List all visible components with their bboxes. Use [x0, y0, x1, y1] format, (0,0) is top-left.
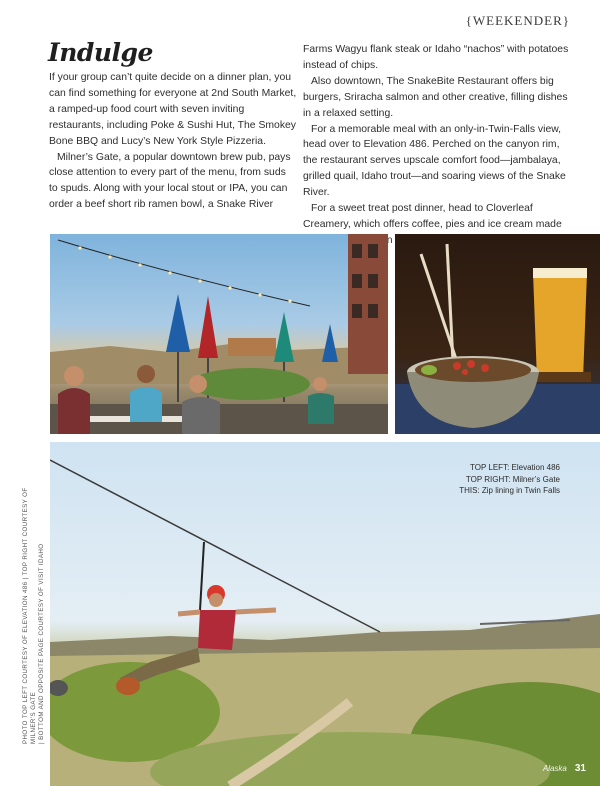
patio-illustration [50, 234, 388, 434]
paragraph: Farms Wagyu flank steak or Idaho “nachos” with potatoes instead of chips. [303, 44, 569, 71]
paragraph: For a memorable meal with an only-in-Twin-Falls view, head over to Elevation 486. Perched on the canyon rim, the restaurant serves upscale comfort food—jambalaya, grilled quail, Idaho trout—and soaring views of the Snake River. [303, 123, 566, 199]
caption-top-right: TOP RIGHT: Milner’s Gate [465, 474, 560, 484]
text-column-right [303, 42, 573, 249]
caption-this: THIS: Zip lining in Twin Falls [459, 486, 560, 495]
photo-ramen-and-beer [395, 234, 600, 434]
credit-line-2: | BOTTOM AND OPPOSITE PAGE COURTESY OF VISIT IDAHO [38, 543, 45, 744]
page-number: 31 [574, 763, 586, 774]
photo-captions [440, 462, 560, 497]
paragraph: For a sweet treat post dinner, head to Cloverleaf Creamery, which offers coffee, pies and ice cream made in [303, 203, 562, 246]
photo-credit [22, 454, 46, 744]
photo-patio-dining [50, 234, 388, 434]
magazine-name: Alaska [542, 764, 567, 773]
caption-top-left: TOP LEFT: Elevation 486 [470, 463, 560, 472]
paragraph: Milner’s Gate, a popular downtown brew pub, pays close attention to every part of the menu, from suds to spuds. Along with your local stout or IPA, you can order a beef short rib ramen bowl, a Snake River [49, 151, 291, 211]
section-tag: {WEEKENDER} [465, 13, 570, 28]
paragraph: Also downtown, The SnakeBite Restaurant offers big burgers, Sriracha salmon and other creative, filling dishes in a relaxed setting. [303, 75, 568, 119]
food-illustration [395, 234, 600, 434]
text-column-left [49, 70, 297, 213]
article-heading: Indulge [48, 38, 153, 67]
credit-line-1: PHOTO TOP LEFT COURTESY OF ELEVATION 486 | TOP RIGHT COURTESY OF MILNER’S GATE [22, 487, 37, 744]
paragraph: If your group can’t quite decide on a dinner plan, you can find something for everyone at 2nd South Market, a ramped-up food court with seven inviting restaurants, including Poke & Sushi Hut, The Smokey Bone BBQ and Lucy’s New York Style Pizzeria. [49, 72, 297, 147]
page-folio [543, 763, 586, 774]
